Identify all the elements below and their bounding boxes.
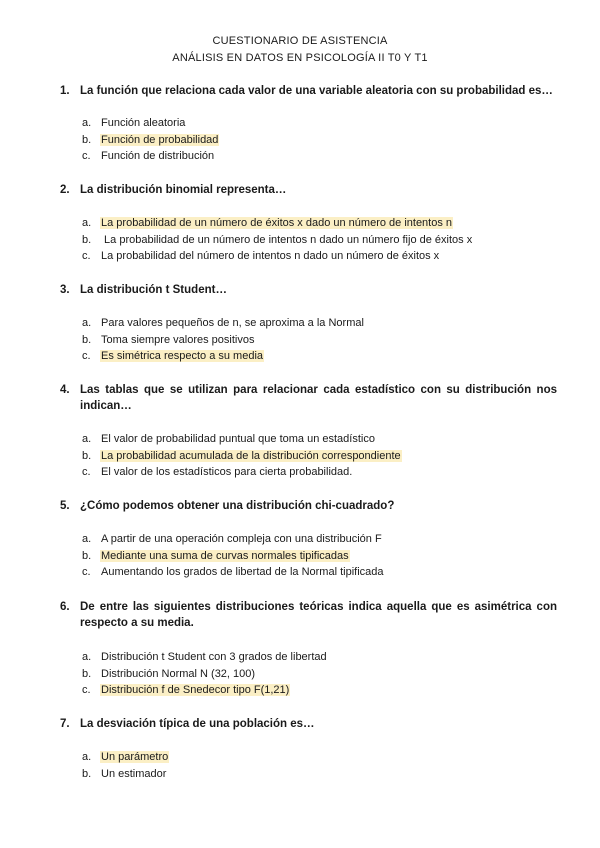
question-6 [60, 599, 557, 631]
option-a[interactable]: a. El valor de probabilidad puntual que toma un estadístico [82, 433, 375, 445]
option-b[interactable]: b. Distribución Normal N (32, 100) [82, 667, 256, 680]
question-6-options [82, 649, 328, 699]
document-title: CUESTIONARIO DE ASISTENCIA [212, 35, 388, 47]
question-4 [60, 382, 557, 414]
question-7 [60, 716, 557, 732]
question-1-options [82, 115, 219, 165]
option-c[interactable]: c. El valor de los estadísticos para cierta probabilidad. [82, 466, 353, 479]
option-c[interactable]: c. Función de distribución [82, 150, 215, 163]
option-c[interactable]: c. La probabilidad del número de intentos n dado un número de éxitos x [82, 250, 440, 263]
option-a[interactable]: a. Distribución t Student con 3 grados de libertad [82, 651, 327, 663]
option-a[interactable]: a. Para valores pequeños de n, se aproxima a la Normal [82, 317, 364, 329]
question-3-options [82, 315, 365, 365]
question-5-options [82, 531, 385, 581]
question-text: La distribución t Student… [80, 284, 227, 296]
question-text: La función que relaciona cada valor de una variable aleatoria con su probabilidad es… [80, 85, 553, 97]
option-c[interactable]: c. Aumentando los grados de libertad de la Normal tipificada [82, 566, 384, 579]
question-number: 2. [60, 184, 70, 196]
question-4-options [82, 431, 402, 481]
option-a[interactable]: a. Función aleatoria [82, 117, 186, 129]
option-a-correct[interactable]: a. Un parámetro [82, 751, 169, 763]
question-text: Las tablas que se utilizan para relacionar cada estadístico con su distribución nos indican… [80, 384, 557, 412]
option-b-correct[interactable]: b. Función de probabilidad [82, 133, 219, 146]
option-a[interactable]: a. A partir de una operación compleja con una distribución F [82, 533, 382, 545]
question-number: 3. [60, 284, 70, 296]
option-b[interactable]: b. Toma siempre valores positivos [82, 333, 255, 346]
question-number: 7. [60, 718, 70, 730]
option-c-correct[interactable]: c. Distribución f de Snedecor tipo F(1,21) [82, 684, 290, 697]
question-5 [60, 498, 557, 514]
question-text: La distribución binomial representa… [80, 184, 287, 196]
question-number: 6. [60, 601, 70, 613]
option-b[interactable]: b. La probabilidad de un número de intentos n dado un número fijo de éxitos x [82, 233, 473, 246]
question-number: 4. [60, 384, 70, 396]
document-subtitle: ANÁLISIS EN DATOS EN PSICOLOGÍA II T0 Y T1 [172, 52, 428, 64]
option-b[interactable]: b. Un estimador [82, 767, 167, 780]
option-c-correct[interactable]: c. Es simétrica respecto a su media [82, 350, 264, 363]
question-text: La desviación típica de una población es… [80, 718, 315, 730]
question-number: 5. [60, 500, 70, 512]
question-text: ¿Cómo podemos obtener una distribución chi-cuadrado? [80, 500, 395, 512]
question-1 [60, 83, 557, 99]
question-3 [60, 282, 557, 298]
option-b-correct[interactable]: b. Mediante una suma de curvas normales tipificadas [82, 549, 349, 562]
question-number: 1. [60, 85, 70, 97]
question-2 [60, 182, 557, 198]
question-text: De entre las siguientes distribuciones teóricas indica aquella que es asimétrica con respecto a su media. [80, 601, 557, 629]
option-b-correct[interactable]: b. La probabilidad acumulada de la distribución correspondiente [82, 449, 401, 462]
option-a-correct[interactable]: a. La probabilidad de un número de éxitos x dado un número de intentos n [82, 217, 453, 229]
question-7-options [82, 749, 169, 782]
question-2-options [82, 215, 473, 265]
